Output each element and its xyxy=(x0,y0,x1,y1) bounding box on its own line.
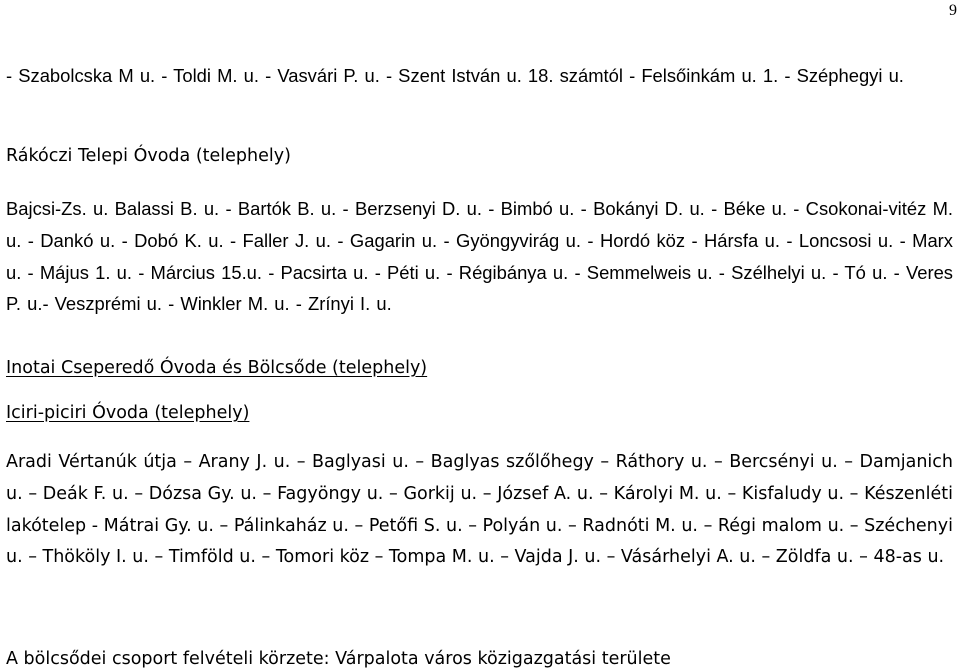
intro-street-list: - Szabolcska M u. - Toldi M. u. - Vasvári P. u. - Szent István u. 18. számtól - Felsőinkám u. 1. - Széphegyi u. xyxy=(6,65,904,86)
iciri-piciri-kindergarten-title: Iciri-piciri Óvoda (telephely) xyxy=(6,403,250,423)
page-number: 9 xyxy=(949,2,957,19)
inotai-kindergarten-title: Inotai Cseperedő Óvoda és Bölcsőde (telephely) xyxy=(6,358,428,378)
nursery-district-note: A bölcsődei csoport felvételi körzete: Várpalota város közigazgatási területe xyxy=(6,649,671,669)
rakoczi-street-list: Bajcsi-Zs. u. Balassi B. u. - Bartók B. u. - Berzsenyi D. u. - Bimbó u. - Bokányi D. u. - Béke u. - Csokonai-vitéz M. u. - Dankó u. - Dobó K. u. - Faller J. u. - Gagarin u. - Gyöngyvirág u. - Hordó köz - Hársfa u. - Loncsosi u. - Marx u. - Május 1. u. - Március 15.u. - Pacsirta u. - Péti u. - Régibánya u. - Semmelweis u. - Szélhelyi u. - Tó u. - Veres P. u.- Veszprémi u. - Winkler M. u. - Zrínyi I. u. xyxy=(6,198,953,315)
rakoczi-kindergarten-title: Rákóczi Telepi Óvoda (telephely) xyxy=(6,146,291,166)
iciri-piciri-street-list: Aradi Vértanúk útja – Arany J. u. – Baglyasi u. – Baglyas szőlőhegy – Ráthory u. – Bercsényi u. – Damjanich u. – Deák F. u. – Dózsa Gy. u. – Fagyöngy u. – Gorkij u. – József A. u. – Károlyi M. u. – Kisfaludy u. – Készenléti lakótelep - Mátrai Gy. u. – Pálinkaház u. – Petőfi S. u. – Polyán u. – Radnóti M. u. – Régi malom u. – Széchenyi u. – Thököly I. u. – Timföld u. – Tomori köz – Tompa M. u. – Vajda J. u. – Vásárhelyi A. u. – Zöldfa u. – 48-as u. xyxy=(6,452,953,568)
